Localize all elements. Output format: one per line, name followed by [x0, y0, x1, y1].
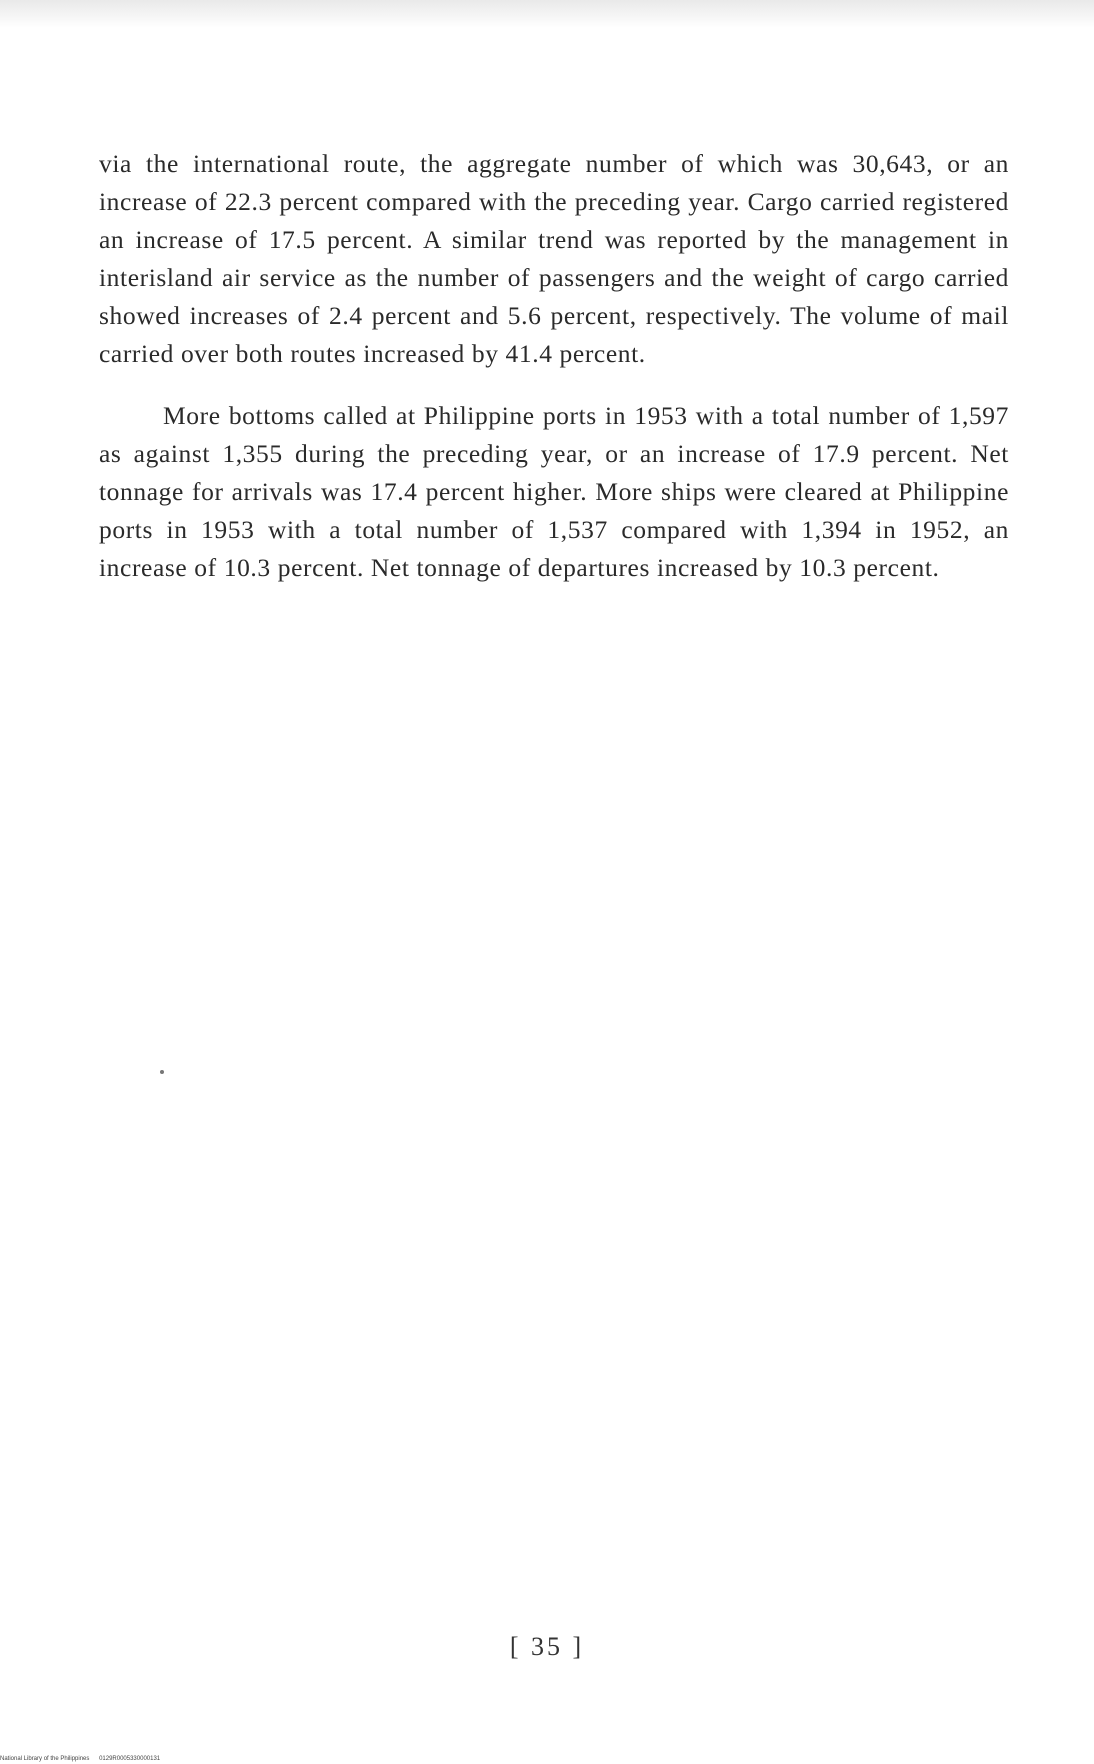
footer-credit [0, 1756, 160, 1762]
paragraph-shipping: More bottoms called at Philippine ports in 1953 with a total number of 1,597 as against 1,355 during the preceding year, or an increase of 17.9 percent. Net tonnage for arrivals was 17.4 percent higher. More ships were cleared at Philippine ports in 1953 with a total number of 1,537 compared with 1,394 in 1952, an increase of 10.3 percent. Net tonnage of departures increased by 10.3 percent. [99, 401, 1009, 582]
page-number: [ 35 ] [509, 1632, 585, 1661]
body-text [99, 145, 1009, 587]
footer-library: National Library of the Philippines [0, 1756, 90, 1762]
scan-speck [160, 1070, 164, 1074]
scan-edge-shadow [0, 0, 1094, 28]
footer-id: 0129R0005330000131 [99, 1756, 161, 1762]
paragraph-air-traffic: via the international route, the aggregate number of which was 30,643, or an increase of 22.3 percent compared with the preceding year. Cargo carried registered an increase of 17.5 percent. A similar trend was reported by the management in interisland air service as the number of passengers and the weight of cargo carried showed increases of 2.4 percent and 5.6 percent, respectively. The volume of mail carried over both routes increased by 41.4 percent. [99, 149, 1009, 368]
